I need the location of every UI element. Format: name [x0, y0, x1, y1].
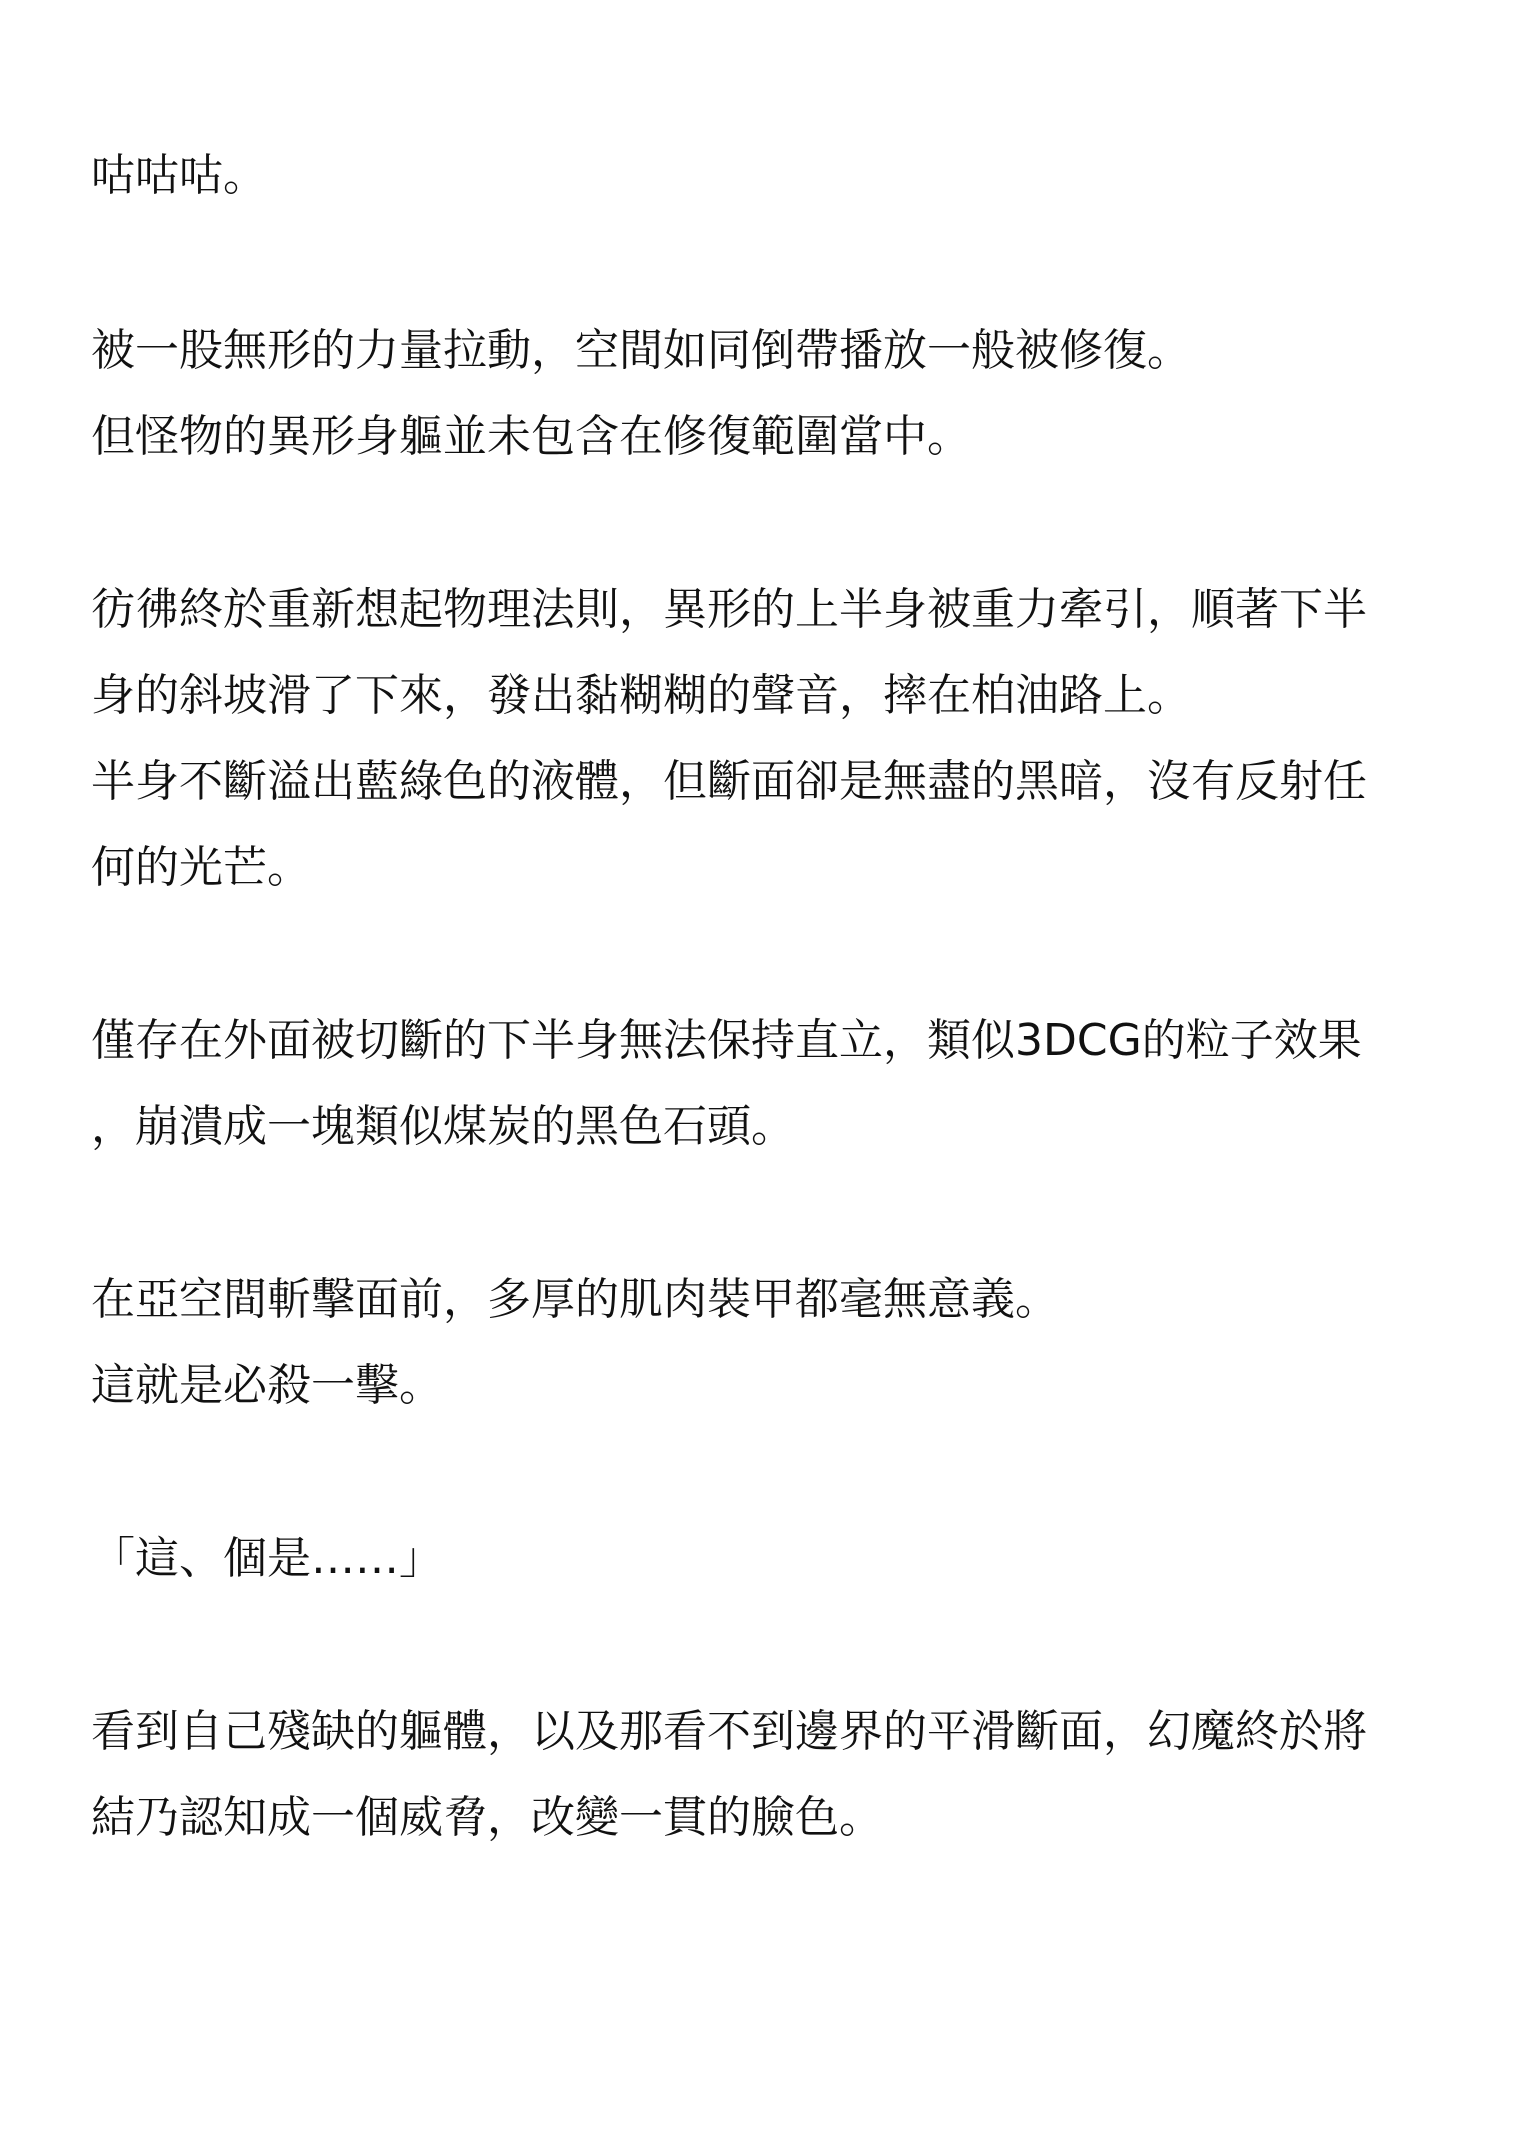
text-line-5: 身的斜坡滑了下來，發出黏糊糊的聲音，摔在柏油路上。	[91, 670, 1191, 721]
text-line-1: 咕咕咕。	[91, 150, 267, 201]
text-line-11: 這就是必殺一擊。	[91, 1360, 443, 1411]
text-line-6: 半身不斷溢出藍綠色的液體，但斷面卻是無盡的黑暗，沒有反射任	[91, 756, 1367, 807]
text-line-7: 何的光芒。	[91, 842, 311, 893]
text-line-2: 被一股無形的力量拉動，空間如同倒帶播放一般被修復。	[91, 325, 1191, 376]
text-line-4: 彷彿終於重新想起物理法則，異形的上半身被重力牽引，順著下半	[91, 584, 1367, 635]
text-line-10: 在亞空間斬擊面前，多厚的肌肉裝甲都毫無意義。	[91, 1274, 1059, 1325]
text-line-14: 結乃認知成一個威脅，改變一貫的臉色。	[91, 1792, 883, 1843]
text-line-3: 但怪物的異形身軀並未包含在修復範圍當中。	[91, 411, 971, 462]
text-line-9: ，崩潰成一塊類似煤炭的黑色石頭。	[91, 1101, 795, 1152]
text-line-8: 僅存在外面被切斷的下半身無法保持直立，類似3DCG的粒子效果	[91, 1015, 1362, 1066]
text-line-12: 「這、個是……」	[91, 1533, 443, 1584]
text-line-13: 看到自己殘缺的軀體，以及那看不到邊界的平滑斷面，幻魔終於將	[91, 1706, 1367, 1757]
